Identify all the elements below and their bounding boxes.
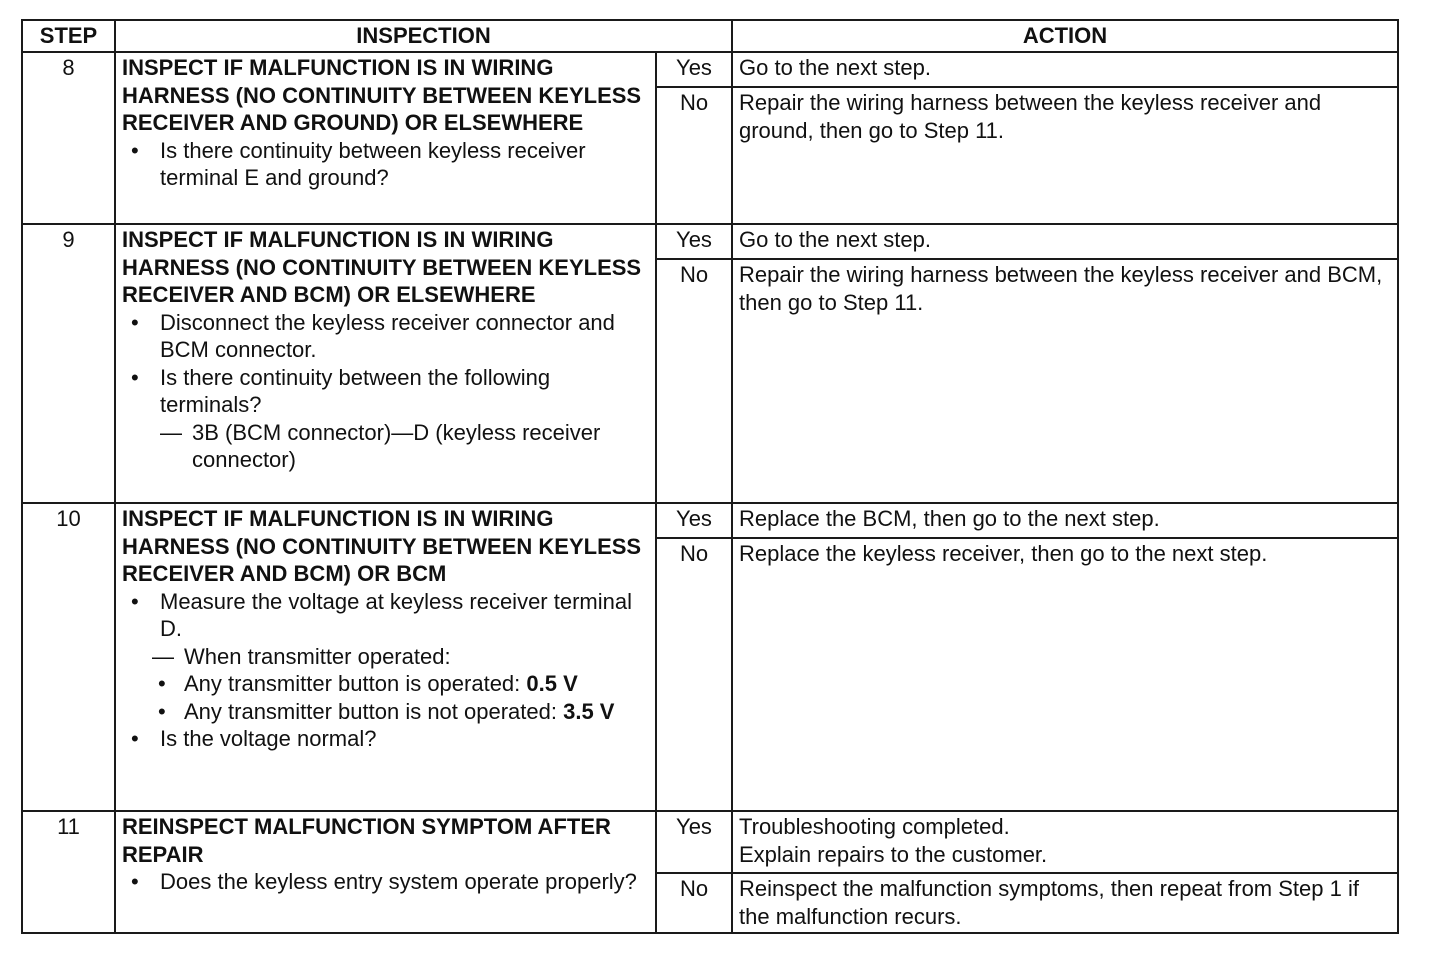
bullet-item: • Disconnect the keyless receiver connector and BCM connector. (122, 309, 649, 364)
troubleshooting-sheet (21, 19, 1397, 934)
header-step: STEP (22, 20, 115, 52)
step-number: 8 (22, 52, 115, 224)
dash-subitem: — 3B (BCM connector)—D (keyless receiver connector) (160, 419, 649, 474)
yes-label: Yes (656, 224, 732, 259)
inspection-heading: INSPECT IF MALFUNCTION IS IN WIRING HARNESS (NO CONTINUITY BETWEEN KEYLESS RECEIVER AND GROUND) OR ELSEWHERE (122, 55, 642, 135)
yes-label: Yes (656, 52, 732, 87)
inspection-cell (115, 811, 656, 933)
dash-subitem: — When transmitter operated: (152, 643, 649, 671)
yes-action: Replace the BCM, then go to the next step. (732, 503, 1398, 538)
yes-action: Go to the next step. (732, 52, 1398, 87)
no-action: Repair the wiring harness between the keyless receiver and BCM, then go to Step 11. (732, 259, 1398, 503)
table-row (22, 52, 1398, 87)
bullet-text: • Measure the voltage at keyless receiver terminal D. (160, 588, 632, 641)
bullet-list (122, 868, 649, 896)
troubleshooting-table (21, 19, 1399, 934)
yes-label: Yes (656, 811, 732, 873)
sub-bullet-text: Any transmitter button is not operated: (184, 698, 564, 724)
bullet-list (122, 725, 649, 753)
yes-action: Go to the next step. (732, 224, 1398, 259)
step-number: 9 (22, 224, 115, 503)
no-action: Repair the wiring harness between the keyless receiver and ground, then go to Step 11. (732, 87, 1398, 224)
no-label: No (656, 538, 732, 811)
table-row (22, 811, 1398, 873)
bullet-item (122, 364, 649, 474)
yes-label: Yes (656, 503, 732, 538)
bullet-list (122, 588, 649, 671)
header-row (22, 20, 1398, 52)
no-label: No (656, 259, 732, 503)
inspection-cell (115, 52, 656, 224)
header-action: ACTION (732, 20, 1398, 52)
sub-bullet-item (122, 698, 649, 726)
voltage-value: 0.5 V (526, 671, 578, 696)
bullet-item (122, 588, 649, 671)
sub-bullet-text: Any transmitter button is operated: (184, 671, 527, 696)
bullet-item: • Is the voltage normal? (122, 725, 649, 753)
yes-action-line: Explain repairs to the customer. (739, 841, 1048, 867)
voltage-value: 3.5 V (563, 698, 615, 724)
inspection-heading: REINSPECT MALFUNCTION SYMPTOM AFTER REPAIR (122, 814, 611, 867)
inspection-heading: INSPECT IF MALFUNCTION IS IN WIRING HARNESS (NO CONTINUITY BETWEEN KEYLESS RECEIVER AND BCM) OR ELSEWHERE (122, 227, 642, 307)
table-row (22, 503, 1398, 538)
sub-bullet-list (122, 670, 649, 725)
yes-action-line: Troubleshooting completed. (739, 814, 1010, 839)
inspection-cell (115, 503, 656, 811)
bullet-list (122, 137, 649, 192)
inspection-cell (115, 224, 656, 503)
step-number: 11 (22, 811, 115, 933)
bullet-text: • Is there continuity between the following terminals? (160, 364, 551, 417)
table-row (22, 224, 1398, 259)
no-action: Replace the keyless receiver, then go to the next step. (732, 538, 1398, 811)
bullet-list (122, 309, 649, 474)
bullet-item: • Does the keyless entry system operate properly? (122, 868, 649, 896)
no-action: Reinspect the malfunction symptoms, then repeat from Step 1 if the malfunction recurs. (732, 873, 1398, 933)
yes-action (732, 811, 1398, 873)
inspection-heading: INSPECT IF MALFUNCTION IS IN WIRING HARNESS (NO CONTINUITY BETWEEN KEYLESS RECEIVER AND BCM) OR BCM (122, 506, 642, 586)
header-inspection: INSPECTION (115, 20, 732, 52)
sub-bullet-item (122, 670, 649, 698)
no-label: No (656, 87, 732, 224)
step-number: 10 (22, 503, 115, 811)
bullet-item: • Is there continuity between keyless receiver terminal E and ground? (122, 137, 649, 192)
no-label: No (656, 873, 732, 933)
